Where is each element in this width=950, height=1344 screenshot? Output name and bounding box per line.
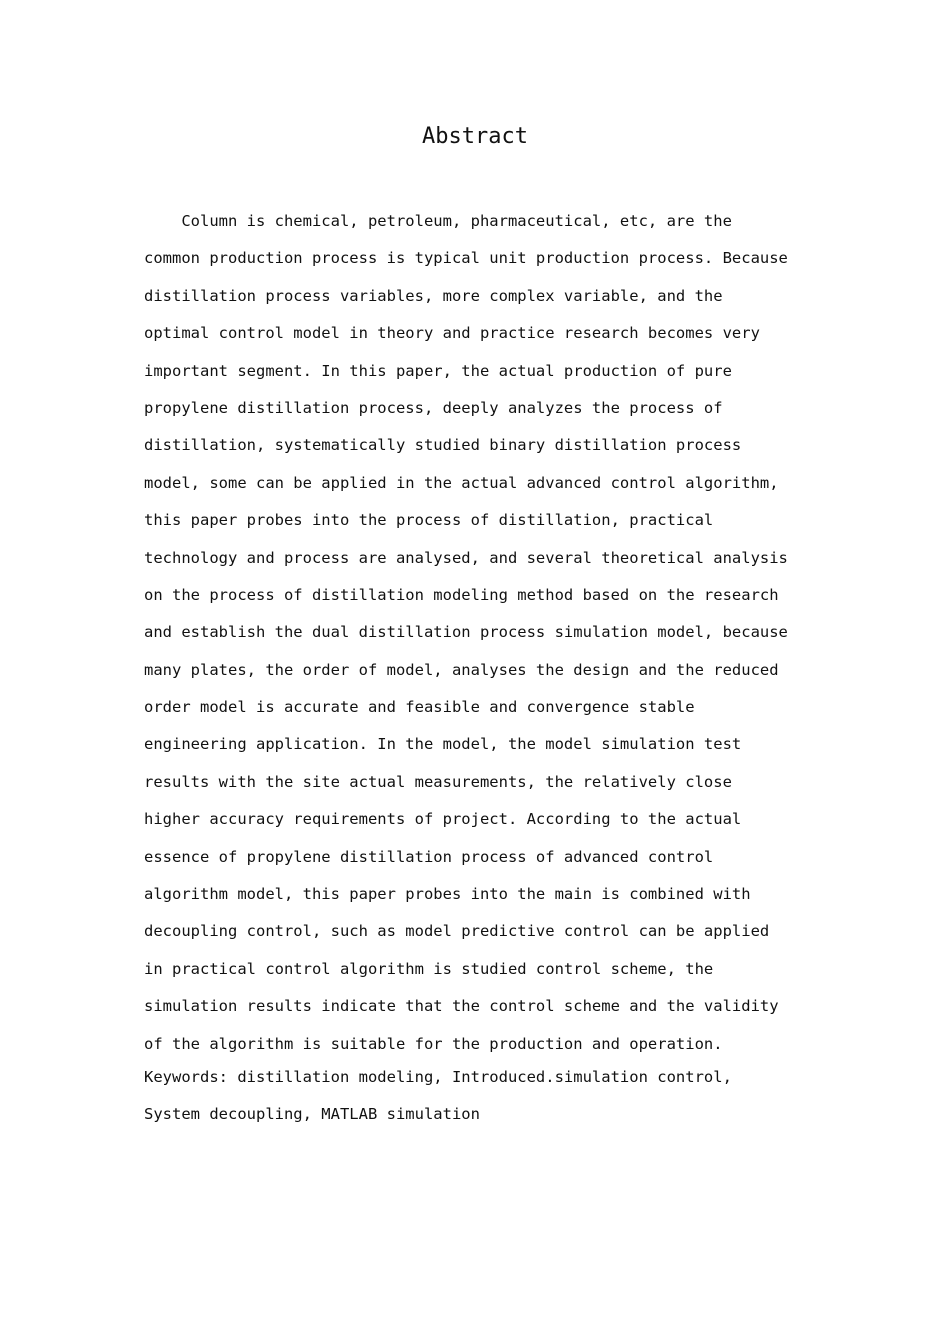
keywords-section xyxy=(144,1059,824,1134)
abstract-line: decoupling control, such as model predictive control can be applied xyxy=(144,922,770,941)
abstract-line: distillation, systematically studied binary distillation process xyxy=(144,436,742,455)
keywords-line: System decoupling, MATLAB simulation xyxy=(144,1105,480,1124)
abstract-line: higher accuracy requirements of project. According to the actual xyxy=(144,810,742,829)
abstract-line: order model is accurate and feasible and convergence stable xyxy=(144,698,695,717)
abstract-line: simulation results indicate that the control scheme and the validity xyxy=(144,997,779,1016)
abstract-line: distillation process variables, more complex variable, and the xyxy=(144,286,723,305)
abstract-line: this paper probes into the process of distillation, practical xyxy=(144,511,714,530)
abstract-line: Column is chemical, petroleum, pharmaceutical, etc, are the xyxy=(144,212,732,230)
abstract-body xyxy=(144,203,824,1063)
abstract-line: engineering application. In the model, the model simulation test xyxy=(144,735,742,754)
abstract-line: many plates, the order of model, analyses the design and the reduced xyxy=(144,660,779,679)
abstract-line: essence of propylene distillation process of advanced control xyxy=(144,847,714,866)
abstract-line: model, some can be applied in the actual advanced control algorithm, xyxy=(144,473,779,492)
abstract-line: algorithm model, this paper probes into the main is combined with xyxy=(144,885,751,904)
abstract-line: on the process of distillation modeling method based on the research xyxy=(144,585,779,604)
abstract-line: propylene distillation process, deeply analyzes the process of xyxy=(144,398,723,417)
abstract-line: results with the site actual measurements, the relatively close xyxy=(144,772,732,791)
keywords-line: Keywords: distillation modeling, Introduced.simulation control, xyxy=(144,1068,732,1086)
abstract-line: technology and process are analysed, and several theoretical analysis xyxy=(144,548,788,567)
abstract-line: and establish the dual distillation process simulation model, because xyxy=(144,623,788,642)
abstract-line: of the algorithm is suitable for the production and operation. xyxy=(144,1034,723,1053)
abstract-line: in practical control algorithm is studied control scheme, the xyxy=(144,959,714,978)
page-title: Abstract xyxy=(422,124,528,149)
abstract-line: common production process is typical unit production process. Because xyxy=(144,249,788,268)
abstract-line: optimal control model in theory and practice research becomes very xyxy=(144,324,760,343)
abstract-line: important segment. In this paper, the actual production of pure xyxy=(144,361,732,380)
